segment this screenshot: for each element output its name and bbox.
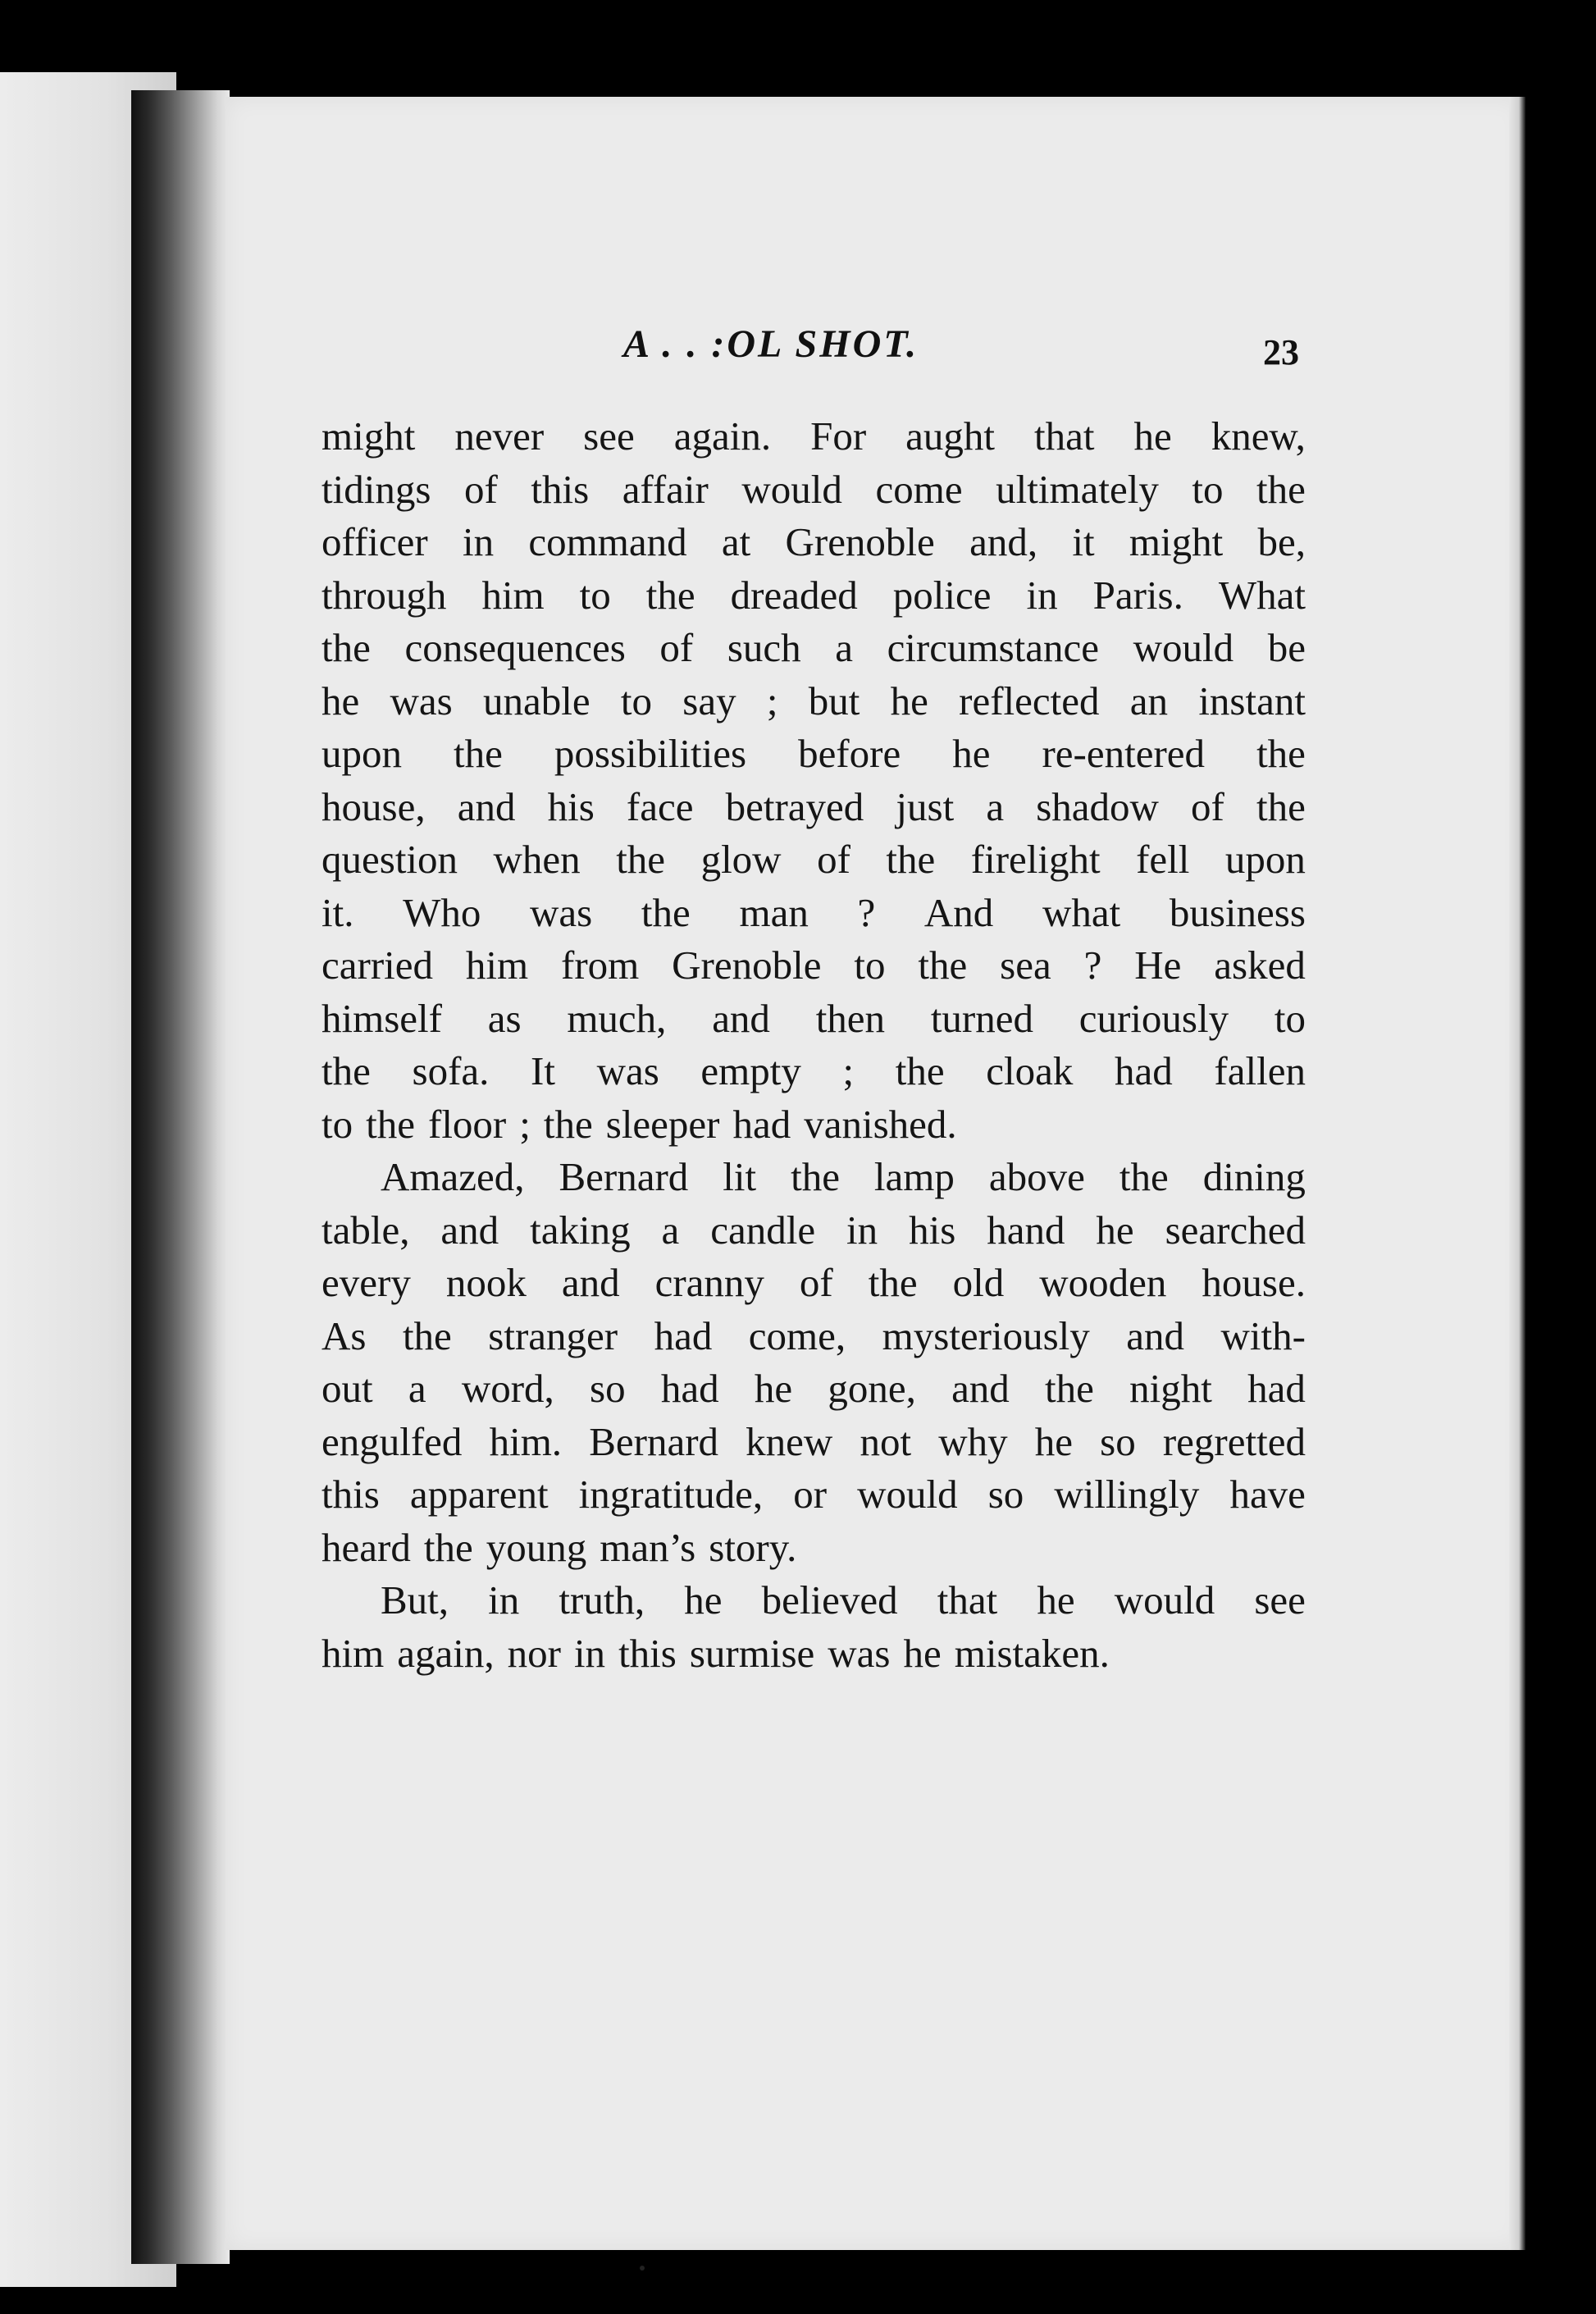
text-line: every nook and cranny of the old wooden house. — [321, 1260, 1306, 1305]
text-line: house, and his face betrayed just a shadow of the — [321, 783, 1306, 829]
book-gutter-shadow — [131, 90, 230, 2264]
body-text — [321, 410, 1306, 1680]
text-line: he was unable to say ; but he reflected an instant — [321, 678, 1306, 723]
page-number: 23 — [1263, 332, 1299, 372]
running-header: A ⁠. . :OL SHOT. — [623, 322, 919, 366]
text-line: officer in command at Grenoble and, it might be, — [321, 519, 1306, 564]
text-line: him again, nor in this surmise was he mistaken. — [321, 1630, 1110, 1676]
text-line: this apparent ingratitude, or would so willingly have — [321, 1472, 1306, 1517]
text-line: out a word, so had he gone, and the night had — [321, 1366, 1306, 1411]
text-line: table, and taking a candle in his hand he searched — [321, 1207, 1306, 1253]
text-line: heard the young man’s story. — [321, 1524, 797, 1570]
text-line: upon the possibilities before he re-entered the — [321, 731, 1306, 776]
text-line: question when the glow of the firelight fell upon — [321, 837, 1306, 882]
text-line: himself as much, and then turned curiously to — [321, 995, 1306, 1041]
text-line: engulfed him. Bernard knew not why he so regretted — [321, 1418, 1306, 1464]
text-line: carried him from Grenoble to the sea ? He asked — [321, 942, 1306, 988]
text-line: might never see again. For aught that he knew, — [321, 413, 1306, 459]
text-line: to the floor ; the sleeper had vanished. — [321, 1101, 957, 1147]
text-line: But, in truth, he believed that he would see — [381, 1577, 1306, 1623]
text-line: As the stranger had come, mysteriously and with- — [321, 1312, 1306, 1358]
text-line: the sofa. It was empty ; the cloak had fallen — [321, 1048, 1306, 1093]
text-line: it. Who was the man ? And what business — [321, 889, 1306, 935]
text-line: tidings of this affair would come ultimately to the — [321, 466, 1306, 512]
text-line: the consequences of such a circumstance would be — [321, 625, 1306, 670]
text-line: Amazed, Bernard lit the lamp above the dining — [381, 1154, 1306, 1199]
text-line: through him to the dreaded police in Paris. What — [321, 572, 1306, 618]
right-page-edge — [1509, 97, 1525, 2250]
print-speck — [640, 2266, 645, 2271]
